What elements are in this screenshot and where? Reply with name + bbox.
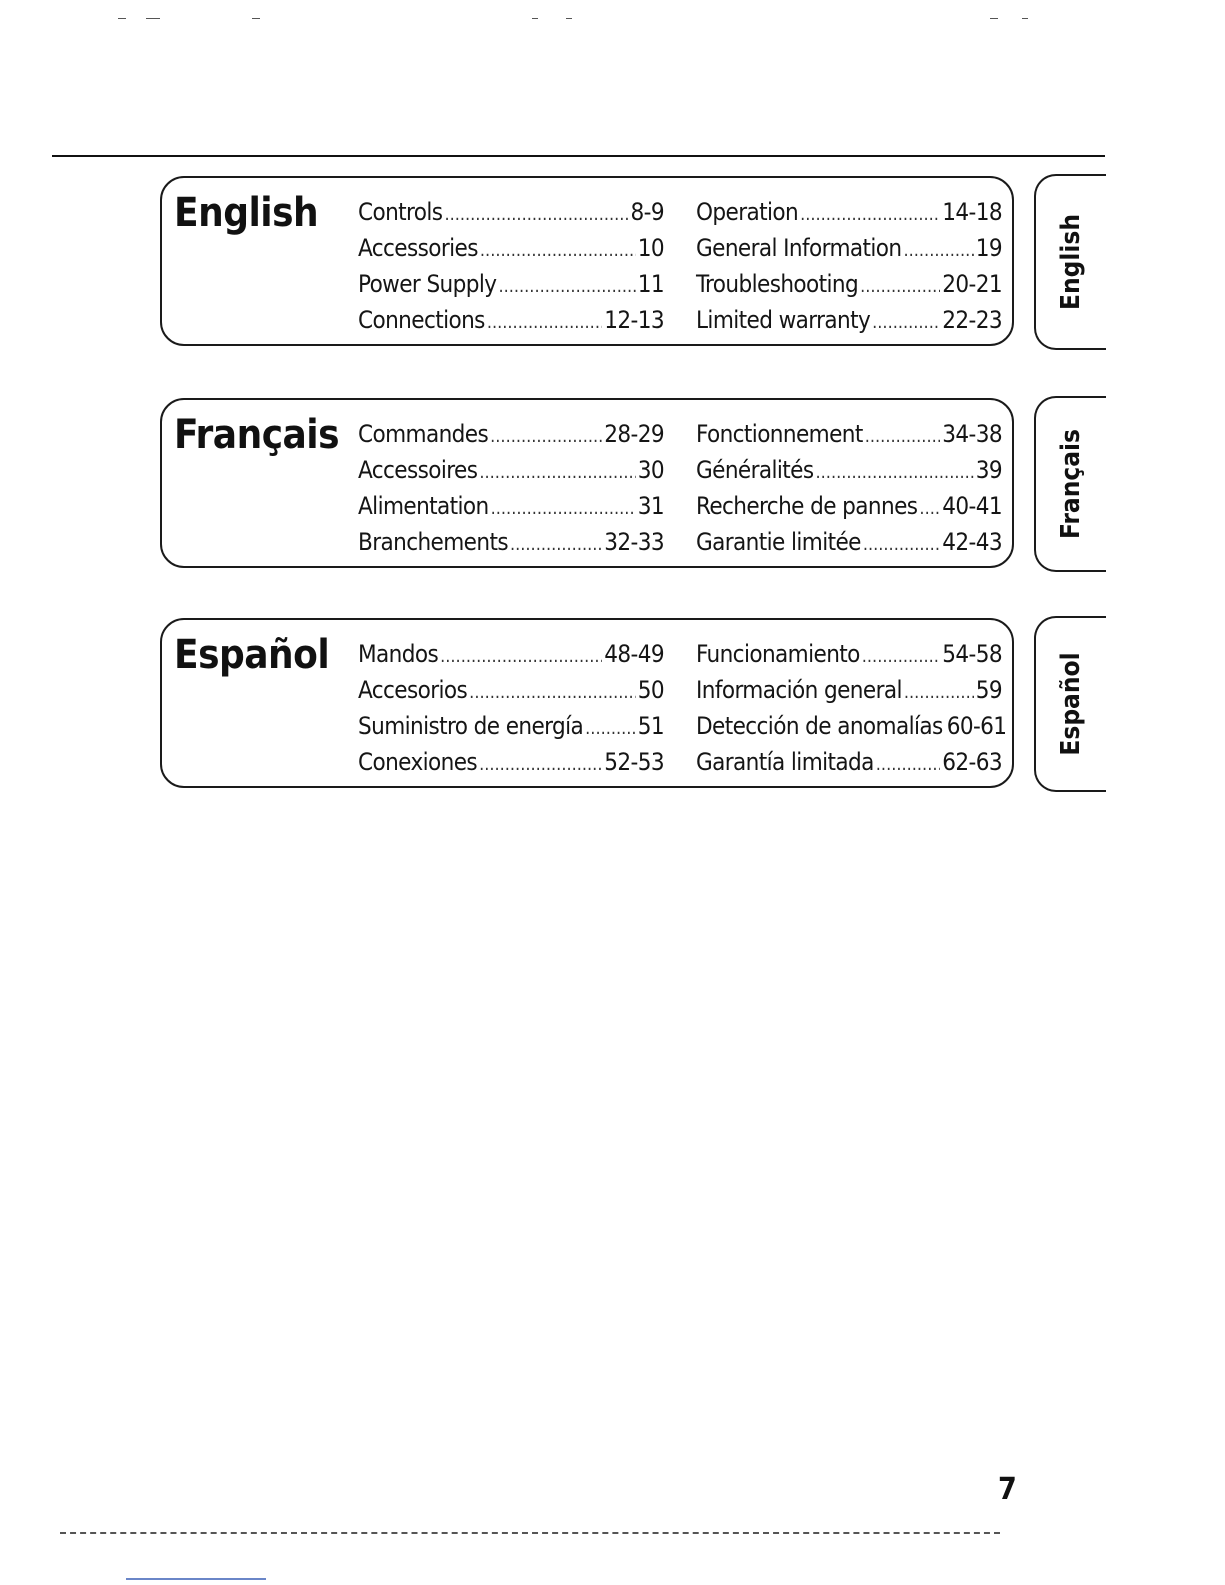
toc-entry-label: Recherche de pannes [696,492,918,520]
toc-entry-pages: 12-13 [604,306,664,334]
toc-leader-dots [444,197,628,233]
toc-entry-label: Limited warranty [696,306,871,334]
toc-leader-dots [904,675,974,711]
toc-entry[interactable] [358,636,664,672]
top-rule [52,155,1105,157]
toc-entry-label: Información general [696,676,902,704]
toc-leader-dots [479,747,602,783]
toc-entry-pages: 34-38 [942,420,1002,448]
toc-leader-dots [498,269,635,305]
toc-entry-label: Controls [358,198,443,226]
toc-column-right [696,194,1002,338]
toc-entry-label: General Information [696,234,902,262]
toc-entry[interactable] [696,708,1007,744]
toc-entry[interactable] [696,488,1002,524]
toc-leader-dots [440,639,602,675]
toc-entry[interactable] [358,524,664,560]
toc-entry-label: Accesorios [358,676,468,704]
section-english [160,176,1014,346]
toc-entry-pages: 40-41 [942,492,1002,520]
toc-leader-dots [919,491,940,527]
toc-entry-pages: 19 [975,234,1002,262]
toc-entry[interactable] [358,672,664,708]
toc-entry[interactable] [696,266,1002,302]
page-number: 7 [998,1472,1017,1507]
toc-column-left [358,416,664,560]
toc-entry-pages: 52-53 [604,748,664,776]
toc-entry-label: Branchements [358,528,508,556]
toc-entry[interactable] [696,636,1002,672]
toc-leader-dots [510,527,602,563]
toc-leader-dots [872,305,940,341]
toc-entry-label: Commandes [358,420,489,448]
toc-entry-label: Garantía limitada [696,748,874,776]
section-title: English [174,190,319,236]
toc-entry-pages: 22-23 [942,306,1002,334]
scan-artifact [532,18,538,19]
toc-leader-dots [491,491,636,527]
toc-entry[interactable] [696,672,1002,708]
toc-entry-label: Garantie limitée [696,528,861,556]
scan-artifact [252,18,260,19]
scan-artifact [566,18,572,19]
toc-entry-pages: 30 [637,456,664,484]
toc-entry-label: Conexiones [358,748,478,776]
toc-column-right [696,636,1007,780]
toc-entry[interactable] [696,230,1002,266]
toc-entry-label: Alimentation [358,492,489,520]
toc-leader-dots [487,305,602,341]
toc-entry[interactable] [358,452,664,488]
toc-entry[interactable] [358,194,664,230]
toc-entry-pages: 62-63 [942,748,1002,776]
scan-artifact [1022,18,1028,19]
bottom-rule [60,1532,1000,1535]
side-tab-espanol[interactable] [1034,616,1106,792]
toc-entry-label: Fonctionnement [696,420,863,448]
scan-artifact [126,1578,266,1580]
toc-entry-label: Mandos [358,640,439,668]
toc-entry[interactable] [358,230,664,266]
toc-entry-pages: 39 [975,456,1002,484]
toc-entry[interactable] [696,524,1002,560]
toc-entry[interactable] [696,452,1002,488]
toc-leader-dots [876,747,940,783]
section-title: Français [174,412,340,458]
toc-leader-dots [585,711,636,747]
toc-leader-dots [816,455,974,491]
toc-entry-pages: 48-49 [604,640,664,668]
toc-entry[interactable] [358,266,664,302]
toc-entry-pages: 32-33 [604,528,664,556]
toc-entry-label: Troubleshooting [696,270,859,298]
toc-leader-dots [903,233,973,269]
scan-artifact [990,18,998,19]
toc-entry[interactable] [696,194,1002,230]
toc-entry[interactable] [358,708,664,744]
toc-entry[interactable] [358,744,664,780]
side-tab-label: Español [1056,652,1086,756]
toc-entry-label: Connections [358,306,485,334]
toc-entry[interactable] [696,302,1002,338]
toc-entry-label: Accessoires [358,456,478,484]
toc-entry-label: Power Supply [358,270,497,298]
side-tab-english[interactable] [1034,174,1106,350]
side-tab-francais[interactable] [1034,396,1106,572]
toc-leader-dots [800,197,940,233]
toc-entry-label: Operation [696,198,799,226]
toc-entry-pages: 14-18 [942,198,1002,226]
toc-entry-pages: 54-58 [942,640,1002,668]
toc-leader-dots [860,269,940,305]
toc-entry[interactable] [696,416,1002,452]
toc-entry[interactable] [358,302,664,338]
toc-entry-pages: 59 [975,676,1002,704]
section-francais [160,398,1014,568]
toc-entry-pages: 10 [637,234,664,262]
toc-entry-label: Detección de anomalías [696,712,943,740]
toc-entry-pages: 60-61 [946,712,1007,740]
toc-leader-dots [479,455,635,491]
section-espanol [160,618,1014,788]
scan-artifact [118,18,126,19]
toc-entry-pages: 20-21 [942,270,1002,298]
toc-entry-label: Accessories [358,234,478,262]
toc-entry-pages: 11 [637,270,664,298]
toc-leader-dots [862,639,941,675]
toc-entry[interactable] [696,744,1002,780]
toc-leader-dots [469,675,636,711]
toc-entry[interactable] [358,416,664,452]
toc-entry-pages: 31 [637,492,664,520]
scan-artifact [146,18,160,19]
toc-entry-pages: 51 [637,712,664,740]
toc-entry-label: Funcionamiento [696,640,860,668]
toc-entry-pages: 42-43 [942,528,1002,556]
toc-leader-dots [480,233,636,269]
toc-leader-dots [490,419,602,455]
toc-entry-pages: 50 [637,676,664,704]
side-tab-label: English [1056,214,1086,310]
section-title: Español [174,632,330,678]
toc-entry-label: Suministro de energía [358,712,584,740]
toc-leader-dots [863,527,940,563]
toc-entry-label: Généralités [696,456,814,484]
toc-leader-dots [865,419,941,455]
toc-entry-pages: 8-9 [630,198,664,226]
side-tab-label: Français [1056,429,1086,539]
toc-column-left [358,194,664,338]
toc-column-left [358,636,664,780]
toc-entry[interactable] [358,488,664,524]
toc-entry-pages: 28-29 [604,420,664,448]
toc-column-right [696,416,1002,560]
